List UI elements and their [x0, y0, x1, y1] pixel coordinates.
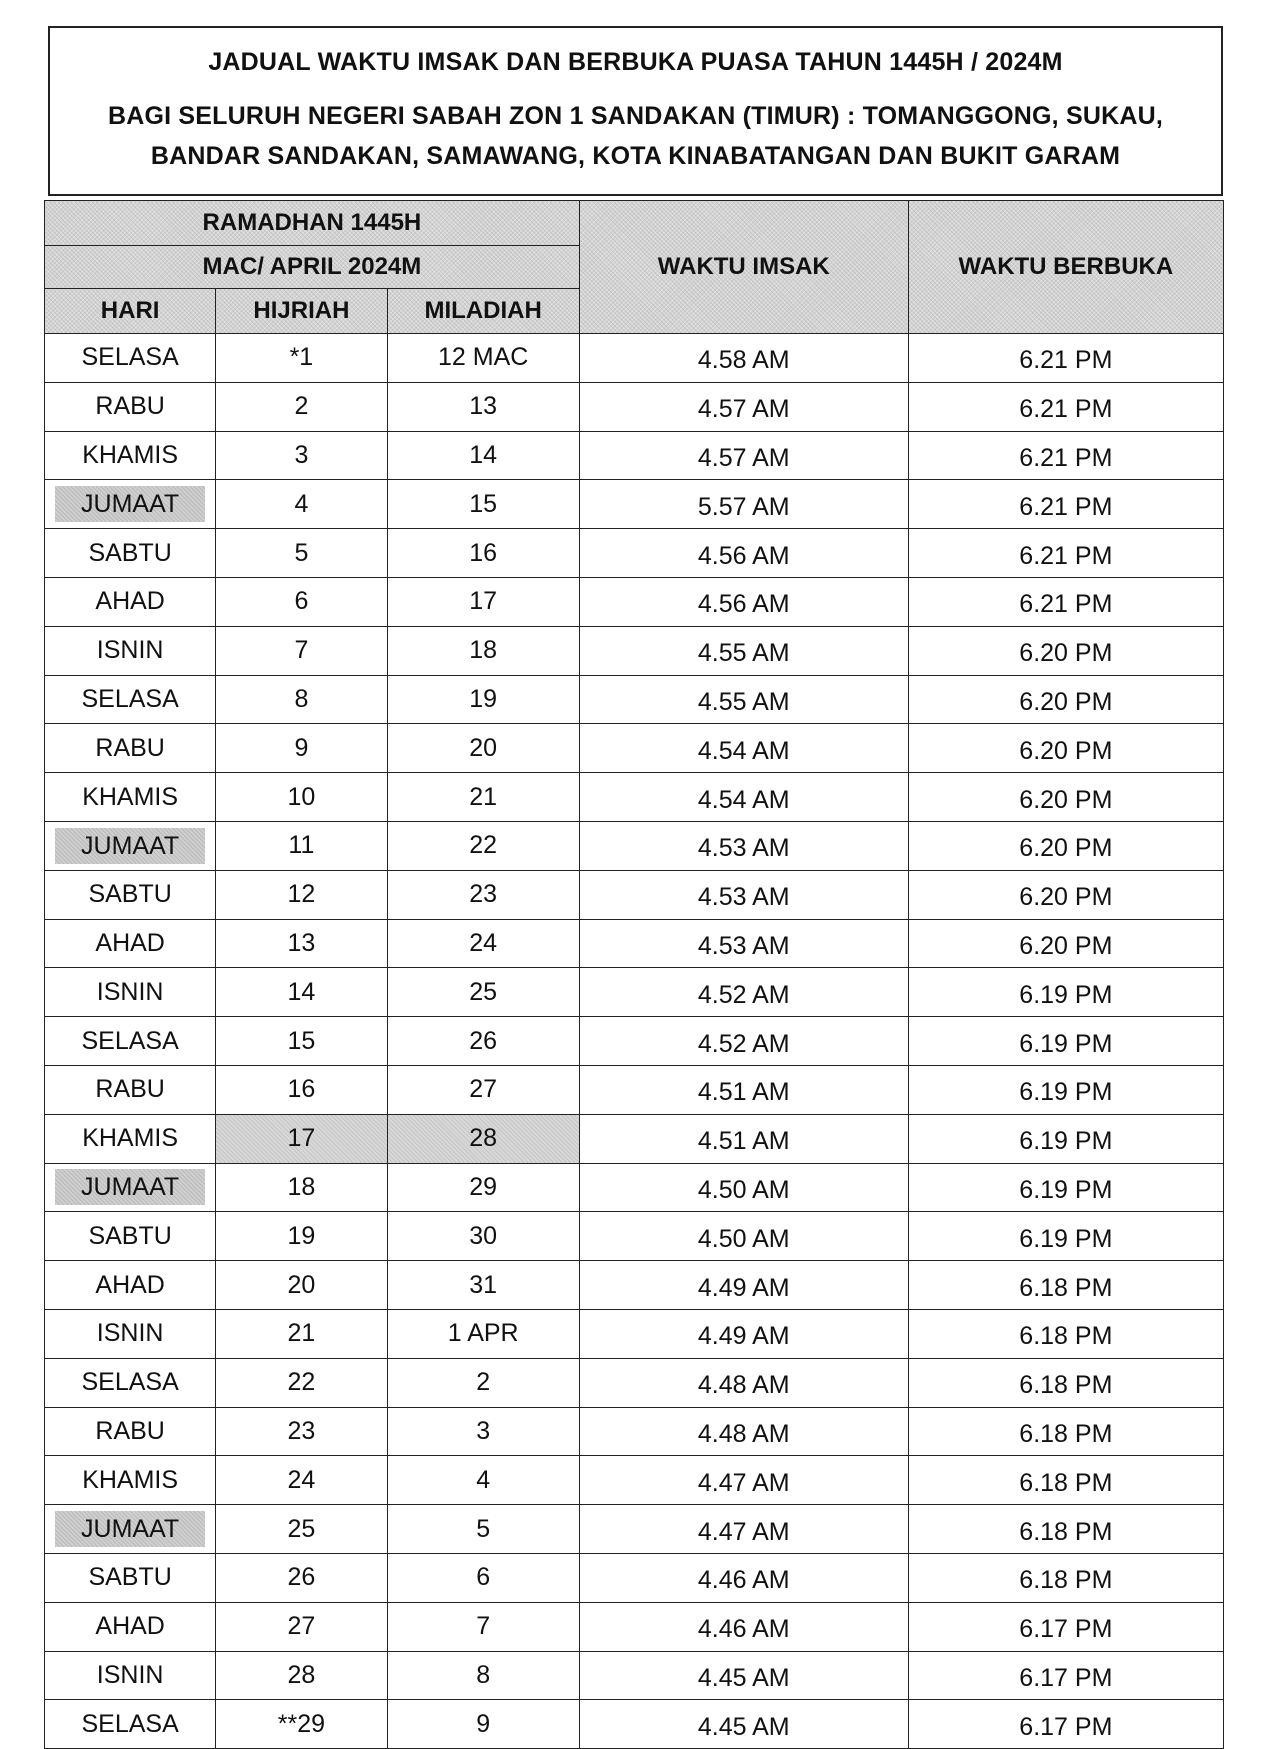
cell-miladiah: 9 [387, 1700, 579, 1749]
cell-waktu-imsak: 4.52 AM [579, 1017, 908, 1066]
table-row [45, 529, 1224, 578]
cell-hijriah: 2 [216, 382, 387, 431]
cell-hijriah: 26 [216, 1553, 387, 1602]
header-ramadhan: RAMADHAN 1445H [45, 201, 580, 246]
cell-waktu-imsak: 4.48 AM [579, 1407, 908, 1456]
table-row [45, 1212, 1224, 1261]
cell-hari: SABTU [45, 1553, 216, 1602]
cell-waktu-imsak: 4.57 AM [579, 382, 908, 431]
cell-hijriah: 24 [216, 1456, 387, 1505]
cell-miladiah: 6 [387, 1553, 579, 1602]
cell-waktu-imsak: 4.55 AM [579, 626, 908, 675]
cell-hijriah: **29 [216, 1700, 387, 1749]
cell-waktu-berbuka: 6.21 PM [908, 334, 1223, 383]
table-row [45, 480, 1224, 529]
header-miladiah: MILADIAH [387, 289, 579, 334]
cell-miladiah: 13 [387, 382, 579, 431]
zone-line-2: BANDAR SANDAKAN, SAMAWANG, KOTA KINABATANGAN DAN BUKIT GARAM [150, 142, 1121, 170]
table-row [45, 334, 1224, 383]
table-row [45, 382, 1224, 431]
cell-waktu-berbuka: 6.19 PM [908, 1163, 1223, 1212]
table-row [45, 1505, 1224, 1554]
cell-hari: SELASA [45, 1700, 216, 1749]
cell-waktu-berbuka: 6.17 PM [908, 1651, 1223, 1700]
table-row [45, 1700, 1224, 1749]
cell-hari: ISNIN [45, 968, 216, 1017]
cell-hari: KHAMIS [45, 431, 216, 480]
cell-hijriah: 9 [216, 724, 387, 773]
cell-hari: RABU [45, 1065, 216, 1114]
cell-hijriah: 12 [216, 870, 387, 919]
title-box [48, 26, 1223, 196]
cell-waktu-berbuka: 6.19 PM [908, 1065, 1223, 1114]
cell-miladiah: 24 [387, 919, 579, 968]
cell-waktu-imsak: 5.57 AM [579, 480, 908, 529]
cell-waktu-imsak: 4.51 AM [579, 1065, 908, 1114]
cell-hari: AHAD [45, 577, 216, 626]
cell-miladiah: 16 [387, 529, 579, 578]
cell-waktu-berbuka: 6.18 PM [908, 1505, 1223, 1554]
header-mac-april: MAC/ APRIL 2024M [45, 246, 580, 289]
cell-miladiah: 25 [387, 968, 579, 1017]
cell-waktu-imsak: 4.57 AM [579, 431, 908, 480]
cell-waktu-berbuka: 6.19 PM [908, 1114, 1223, 1163]
header-waktu-imsak: WAKTU IMSAK [579, 201, 908, 334]
cell-miladiah: 14 [387, 431, 579, 480]
cell-miladiah: 22 [387, 821, 579, 870]
cell-miladiah: 4 [387, 1456, 579, 1505]
cell-hijriah: 6 [216, 577, 387, 626]
cell-hijriah: 23 [216, 1407, 387, 1456]
cell-waktu-berbuka: 6.21 PM [908, 480, 1223, 529]
cell-hijriah: 17 [216, 1114, 387, 1163]
table-row [45, 1358, 1224, 1407]
cell-hijriah: 27 [216, 1602, 387, 1651]
table-row [45, 1602, 1224, 1651]
table-row [45, 821, 1224, 870]
cell-waktu-berbuka: 6.21 PM [908, 382, 1223, 431]
cell-waktu-imsak: 4.47 AM [579, 1505, 908, 1554]
schedule-body [45, 334, 1224, 1749]
cell-waktu-imsak: 4.49 AM [579, 1309, 908, 1358]
cell-miladiah: 17 [387, 577, 579, 626]
cell-hijriah: 14 [216, 968, 387, 1017]
cell-waktu-berbuka: 6.18 PM [908, 1407, 1223, 1456]
cell-hijriah: 21 [216, 1309, 387, 1358]
cell-hijriah: 18 [216, 1163, 387, 1212]
cell-hijriah: 5 [216, 529, 387, 578]
cell-hijriah: *1 [216, 334, 387, 383]
cell-hari: ISNIN [45, 626, 216, 675]
cell-waktu-berbuka: 6.18 PM [908, 1309, 1223, 1358]
table-row [45, 577, 1224, 626]
cell-waktu-berbuka: 6.20 PM [908, 773, 1223, 822]
cell-waktu-berbuka: 6.18 PM [908, 1553, 1223, 1602]
table-row [45, 1065, 1224, 1114]
cell-waktu-berbuka: 6.18 PM [908, 1261, 1223, 1310]
table-row [45, 1163, 1224, 1212]
header-hijriah: HIJRIAH [216, 289, 387, 334]
cell-hari: KHAMIS [45, 1114, 216, 1163]
cell-hari [45, 1163, 216, 1212]
cell-waktu-berbuka: 6.17 PM [908, 1602, 1223, 1651]
table-row [45, 1456, 1224, 1505]
cell-hari: ISNIN [45, 1651, 216, 1700]
table-row [45, 431, 1224, 480]
cell-waktu-imsak: 4.54 AM [579, 724, 908, 773]
table-row [45, 626, 1224, 675]
cell-hari: RABU [45, 724, 216, 773]
cell-hari: SABTU [45, 529, 216, 578]
cell-hijriah: 11 [216, 821, 387, 870]
table-row [45, 1114, 1224, 1163]
cell-hijriah: 22 [216, 1358, 387, 1407]
cell-waktu-imsak: 4.47 AM [579, 1456, 908, 1505]
cell-waktu-berbuka: 6.17 PM [908, 1700, 1223, 1749]
cell-hijriah: 25 [216, 1505, 387, 1554]
cell-waktu-berbuka: 6.18 PM [908, 1358, 1223, 1407]
cell-waktu-imsak: 4.52 AM [579, 968, 908, 1017]
cell-waktu-imsak: 4.49 AM [579, 1261, 908, 1310]
cell-waktu-imsak: 4.45 AM [579, 1651, 908, 1700]
cell-hijriah: 10 [216, 773, 387, 822]
cell-hari: RABU [45, 382, 216, 431]
header-hari: HARI [45, 289, 216, 334]
cell-waktu-imsak: 4.58 AM [579, 334, 908, 383]
cell-waktu-berbuka: 6.21 PM [908, 529, 1223, 578]
table-row [45, 1017, 1224, 1066]
cell-miladiah: 15 [387, 480, 579, 529]
table-row [45, 724, 1224, 773]
cell-waktu-imsak: 4.50 AM [579, 1163, 908, 1212]
cell-waktu-berbuka: 6.21 PM [908, 431, 1223, 480]
cell-hari [45, 480, 216, 529]
cell-hari: SABTU [45, 1212, 216, 1261]
cell-miladiah: 5 [387, 1505, 579, 1554]
hari-label: JUMAAT [55, 1169, 205, 1205]
cell-hijriah: 13 [216, 919, 387, 968]
cell-waktu-berbuka: 6.20 PM [908, 675, 1223, 724]
cell-hijriah: 16 [216, 1065, 387, 1114]
cell-hijriah: 15 [216, 1017, 387, 1066]
cell-waktu-imsak: 4.54 AM [579, 773, 908, 822]
cell-hari: RABU [45, 1407, 216, 1456]
cell-hari: SELASA [45, 675, 216, 724]
cell-miladiah: 21 [387, 773, 579, 822]
cell-waktu-imsak: 4.53 AM [579, 919, 908, 968]
hari-label: JUMAAT [55, 1511, 205, 1547]
cell-hari: SABTU [45, 870, 216, 919]
cell-waktu-berbuka: 6.18 PM [908, 1456, 1223, 1505]
cell-miladiah: 27 [387, 1065, 579, 1114]
cell-waktu-imsak: 4.56 AM [579, 577, 908, 626]
cell-miladiah: 28 [387, 1114, 579, 1163]
cell-waktu-imsak: 4.56 AM [579, 529, 908, 578]
cell-miladiah: 3 [387, 1407, 579, 1456]
cell-hijriah: 7 [216, 626, 387, 675]
cell-waktu-imsak: 4.53 AM [579, 870, 908, 919]
cell-waktu-berbuka: 6.20 PM [908, 821, 1223, 870]
cell-miladiah: 23 [387, 870, 579, 919]
cell-hari: ISNIN [45, 1309, 216, 1358]
cell-waktu-imsak: 4.50 AM [579, 1212, 908, 1261]
cell-waktu-berbuka: 6.19 PM [908, 1017, 1223, 1066]
cell-waktu-imsak: 4.46 AM [579, 1553, 908, 1602]
cell-miladiah: 12 MAC [387, 334, 579, 383]
table-row [45, 968, 1224, 1017]
cell-waktu-berbuka: 6.20 PM [908, 626, 1223, 675]
document-title: JADUAL WAKTU IMSAK DAN BERBUKA PUASA TAHUN 1445H / 2024M [208, 48, 1063, 76]
cell-waktu-berbuka: 6.19 PM [908, 968, 1223, 1017]
table-row [45, 1651, 1224, 1700]
cell-miladiah: 26 [387, 1017, 579, 1066]
cell-miladiah: 30 [387, 1212, 579, 1261]
cell-miladiah: 2 [387, 1358, 579, 1407]
cell-hijriah: 8 [216, 675, 387, 724]
cell-miladiah: 29 [387, 1163, 579, 1212]
cell-hari: AHAD [45, 919, 216, 968]
cell-hijriah: 28 [216, 1651, 387, 1700]
table-row [45, 919, 1224, 968]
zone-line-1: BAGI SELURUH NEGERI SABAH ZON 1 SANDAKAN (TIMUR) : TOMANGGONG, SUKAU, [107, 102, 1163, 130]
table-row [45, 1407, 1224, 1456]
cell-hijriah: 3 [216, 431, 387, 480]
cell-hari: KHAMIS [45, 1456, 216, 1505]
cell-hari: SELASA [45, 1017, 216, 1066]
cell-waktu-berbuka: 6.20 PM [908, 724, 1223, 773]
table-row [45, 1309, 1224, 1358]
cell-waktu-imsak: 4.53 AM [579, 821, 908, 870]
cell-hari: AHAD [45, 1602, 216, 1651]
schedule-table [44, 200, 1224, 1749]
cell-waktu-imsak: 4.51 AM [579, 1114, 908, 1163]
table-row [45, 1261, 1224, 1310]
header-waktu-berbuka: WAKTU BERBUKA [908, 201, 1223, 334]
table-row [45, 870, 1224, 919]
cell-waktu-imsak: 4.48 AM [579, 1358, 908, 1407]
cell-miladiah: 31 [387, 1261, 579, 1310]
cell-hari: SELASA [45, 334, 216, 383]
cell-hijriah: 4 [216, 480, 387, 529]
table-row [45, 675, 1224, 724]
cell-waktu-imsak: 4.45 AM [579, 1700, 908, 1749]
cell-hari [45, 1505, 216, 1554]
cell-waktu-berbuka: 6.19 PM [908, 1212, 1223, 1261]
cell-hari: SELASA [45, 1358, 216, 1407]
cell-waktu-imsak: 4.46 AM [579, 1602, 908, 1651]
cell-waktu-imsak: 4.55 AM [579, 675, 908, 724]
table-row [45, 773, 1224, 822]
hari-label: JUMAAT [55, 486, 205, 522]
cell-waktu-berbuka: 6.21 PM [908, 577, 1223, 626]
cell-waktu-berbuka: 6.20 PM [908, 870, 1223, 919]
cell-miladiah: 20 [387, 724, 579, 773]
cell-miladiah: 8 [387, 1651, 579, 1700]
cell-miladiah: 7 [387, 1602, 579, 1651]
cell-hijriah: 19 [216, 1212, 387, 1261]
cell-miladiah: 19 [387, 675, 579, 724]
cell-miladiah: 18 [387, 626, 579, 675]
cell-miladiah: 1 APR [387, 1309, 579, 1358]
cell-hari: KHAMIS [45, 773, 216, 822]
cell-hari: AHAD [45, 1261, 216, 1310]
cell-waktu-berbuka: 6.20 PM [908, 919, 1223, 968]
cell-hari [45, 821, 216, 870]
cell-hijriah: 20 [216, 1261, 387, 1310]
table-row [45, 1553, 1224, 1602]
hari-label: JUMAAT [55, 828, 205, 864]
